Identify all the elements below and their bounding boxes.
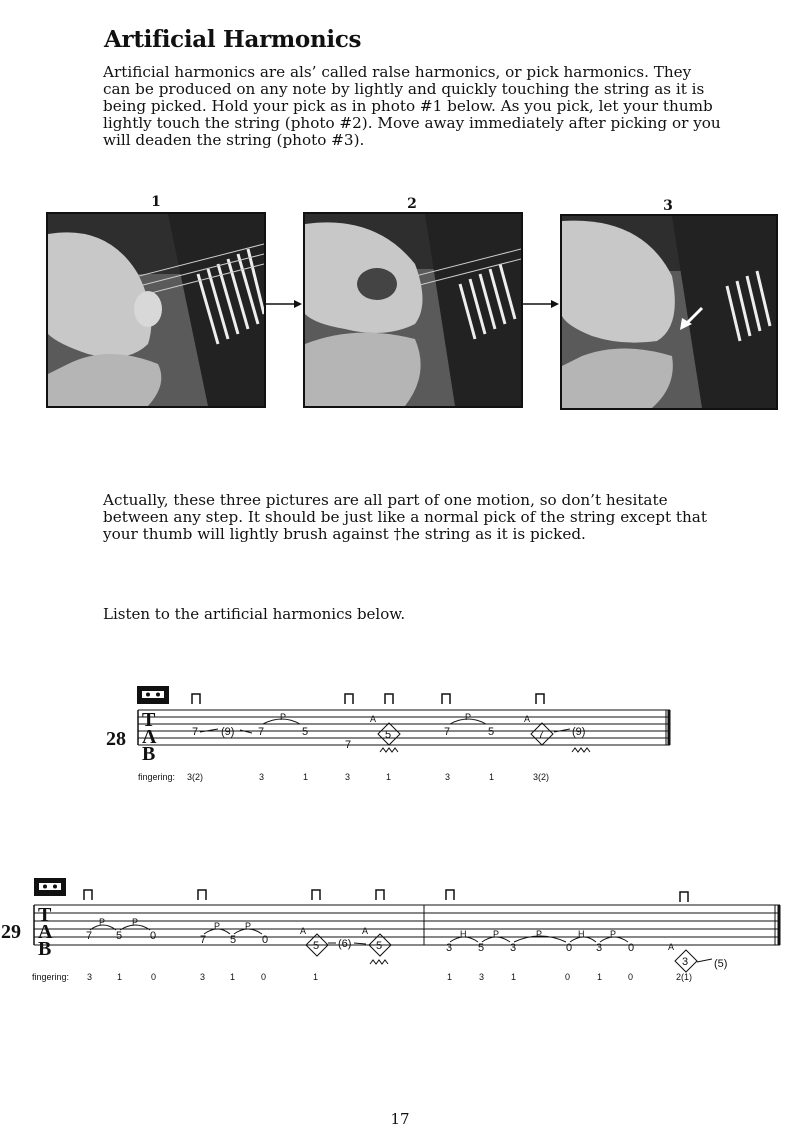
tab-note: (9) xyxy=(572,726,586,738)
fingering-value: 0 xyxy=(565,972,571,982)
vibrato-icon xyxy=(370,960,388,964)
tab-note: 5 xyxy=(478,942,485,954)
fingering-value: 1 xyxy=(511,972,517,982)
tab-example-29 xyxy=(0,872,790,990)
fingering-value: 3 xyxy=(200,972,206,982)
tab-note: 7 xyxy=(200,934,207,946)
pull-off-mark: P xyxy=(536,929,543,939)
pull-off-mark: P xyxy=(245,921,252,931)
tab-example-28 xyxy=(100,680,690,790)
tab-note: 7 xyxy=(258,726,265,738)
tab-note: 7 xyxy=(345,739,352,751)
tab-note: 3 xyxy=(446,942,453,954)
hammer-on-mark: H xyxy=(578,929,585,939)
tab-note: 0 xyxy=(628,942,635,954)
pull-off-mark: P xyxy=(214,921,221,931)
fingering-value: 3 xyxy=(259,772,265,782)
tab-note: 0 xyxy=(566,942,573,954)
tab-note: (5) xyxy=(714,958,728,970)
pull-off-mark: P xyxy=(465,712,472,722)
fingering-value: 3 xyxy=(445,772,451,782)
downstroke-icon xyxy=(84,890,688,902)
harmonic-mark: A xyxy=(300,926,307,936)
pull-off-mark: P xyxy=(610,929,617,939)
pull-off-mark: P xyxy=(493,929,500,939)
tab-note: 3 xyxy=(510,942,517,954)
fingering-value: 1 xyxy=(230,972,236,982)
fingering-value: 1 xyxy=(386,772,392,782)
tab-letter-a: A xyxy=(142,726,157,748)
fingering-label: fingering: xyxy=(32,972,70,982)
photo-1 xyxy=(46,212,266,408)
cassette-icon xyxy=(137,686,169,704)
fingering-value: 3 xyxy=(87,972,93,982)
tab-note: 7 xyxy=(86,930,93,942)
tab-note: 3 xyxy=(596,942,603,954)
right-arrow-icon xyxy=(266,298,302,310)
tab-note: 7 xyxy=(538,729,545,741)
harmonic-mark: A xyxy=(362,926,369,936)
fingering-value: 2(1) xyxy=(676,972,693,982)
vibrato-icon xyxy=(380,748,398,752)
fingering-value: 1 xyxy=(303,772,309,782)
page-title: Artificial Harmonics xyxy=(104,26,362,53)
fingering-value: 1 xyxy=(489,772,495,782)
tab-note: 5 xyxy=(302,726,309,738)
fingering-value: 1 xyxy=(597,972,603,982)
tab-note: (6) xyxy=(338,938,352,950)
fingering-value: 0 xyxy=(261,972,267,982)
downstroke-icon xyxy=(192,694,544,704)
tab-note: 5 xyxy=(488,726,495,738)
tab-staff xyxy=(138,710,670,745)
right-arrow-icon xyxy=(523,298,559,310)
listen-instruction: Listen to the artificial harmonics below. xyxy=(103,605,406,623)
harmonic-mark: A xyxy=(668,942,675,952)
tab-letter-b: B xyxy=(38,938,52,960)
fingering-value: 3 xyxy=(479,972,485,982)
photo-label-2: 2 xyxy=(407,196,417,212)
tab-note: 5 xyxy=(116,930,123,942)
tab-note: 5 xyxy=(385,729,392,741)
tab-note: 5 xyxy=(376,940,383,952)
tab-note: 7 xyxy=(444,726,451,738)
fingering-label: fingering: xyxy=(138,772,176,782)
harmonic-mark: A xyxy=(524,714,531,724)
pull-off-mark: P xyxy=(99,917,106,927)
tab-note: 3 xyxy=(682,956,689,968)
tab-letter-t: T xyxy=(142,709,156,731)
photo-3 xyxy=(560,214,778,410)
motion-paragraph: Actually, these three pictures are all part of one motion, so don’t hesitate between any step. It should be just like a normal pick of the string except that your thumb will lightly brush against †he string as it is picked. xyxy=(103,491,707,543)
example-number: 28 xyxy=(106,728,126,750)
fingering-value: 3(2) xyxy=(187,772,204,782)
fingering-value: 1 xyxy=(117,972,123,982)
pull-off-mark: P xyxy=(280,712,287,722)
tab-letter-a: A xyxy=(38,921,53,943)
tab-note: 5 xyxy=(313,940,320,952)
example-number: 29 xyxy=(1,921,21,943)
photo-label-3: 3 xyxy=(663,198,673,214)
harmonic-mark: A xyxy=(370,714,377,724)
tab-note: 0 xyxy=(262,934,269,946)
vibrato-icon xyxy=(572,748,590,752)
tab-note: (9) xyxy=(221,726,235,738)
photo-label-1: 1 xyxy=(151,194,161,210)
tab-note: 5 xyxy=(230,934,237,946)
tab-note: 7 xyxy=(192,726,199,738)
cassette-icon xyxy=(34,878,66,896)
fingering-value: 3 xyxy=(345,772,351,782)
tab-note: 0 xyxy=(150,930,157,942)
pull-off-mark: P xyxy=(132,917,139,927)
intro-paragraph: Artificial harmonics are als’ called ralse harmonics, or pick harmonics. They can be produced on any note by lightly and quickly touching the string as it is being picked. Hold your pick as in photo #1 below. As you pick, let your thumb lightly touch the string (photo #2). Move away immediately after picking or you will deaden the string (photo #3). xyxy=(103,63,721,149)
page-number: 17 xyxy=(390,1110,410,1128)
hammer-on-mark: H xyxy=(460,929,467,939)
fingering-value: 0 xyxy=(628,972,634,982)
tab-letter-t: T xyxy=(38,904,52,926)
tab-letter-b: B xyxy=(142,743,156,765)
fingering-value: 3(2) xyxy=(533,772,550,782)
tab-staff xyxy=(34,905,780,945)
fingering-value: 0 xyxy=(151,972,157,982)
photo-2 xyxy=(303,212,523,408)
fingering-value: 1 xyxy=(313,972,319,982)
fingering-value: 1 xyxy=(447,972,453,982)
